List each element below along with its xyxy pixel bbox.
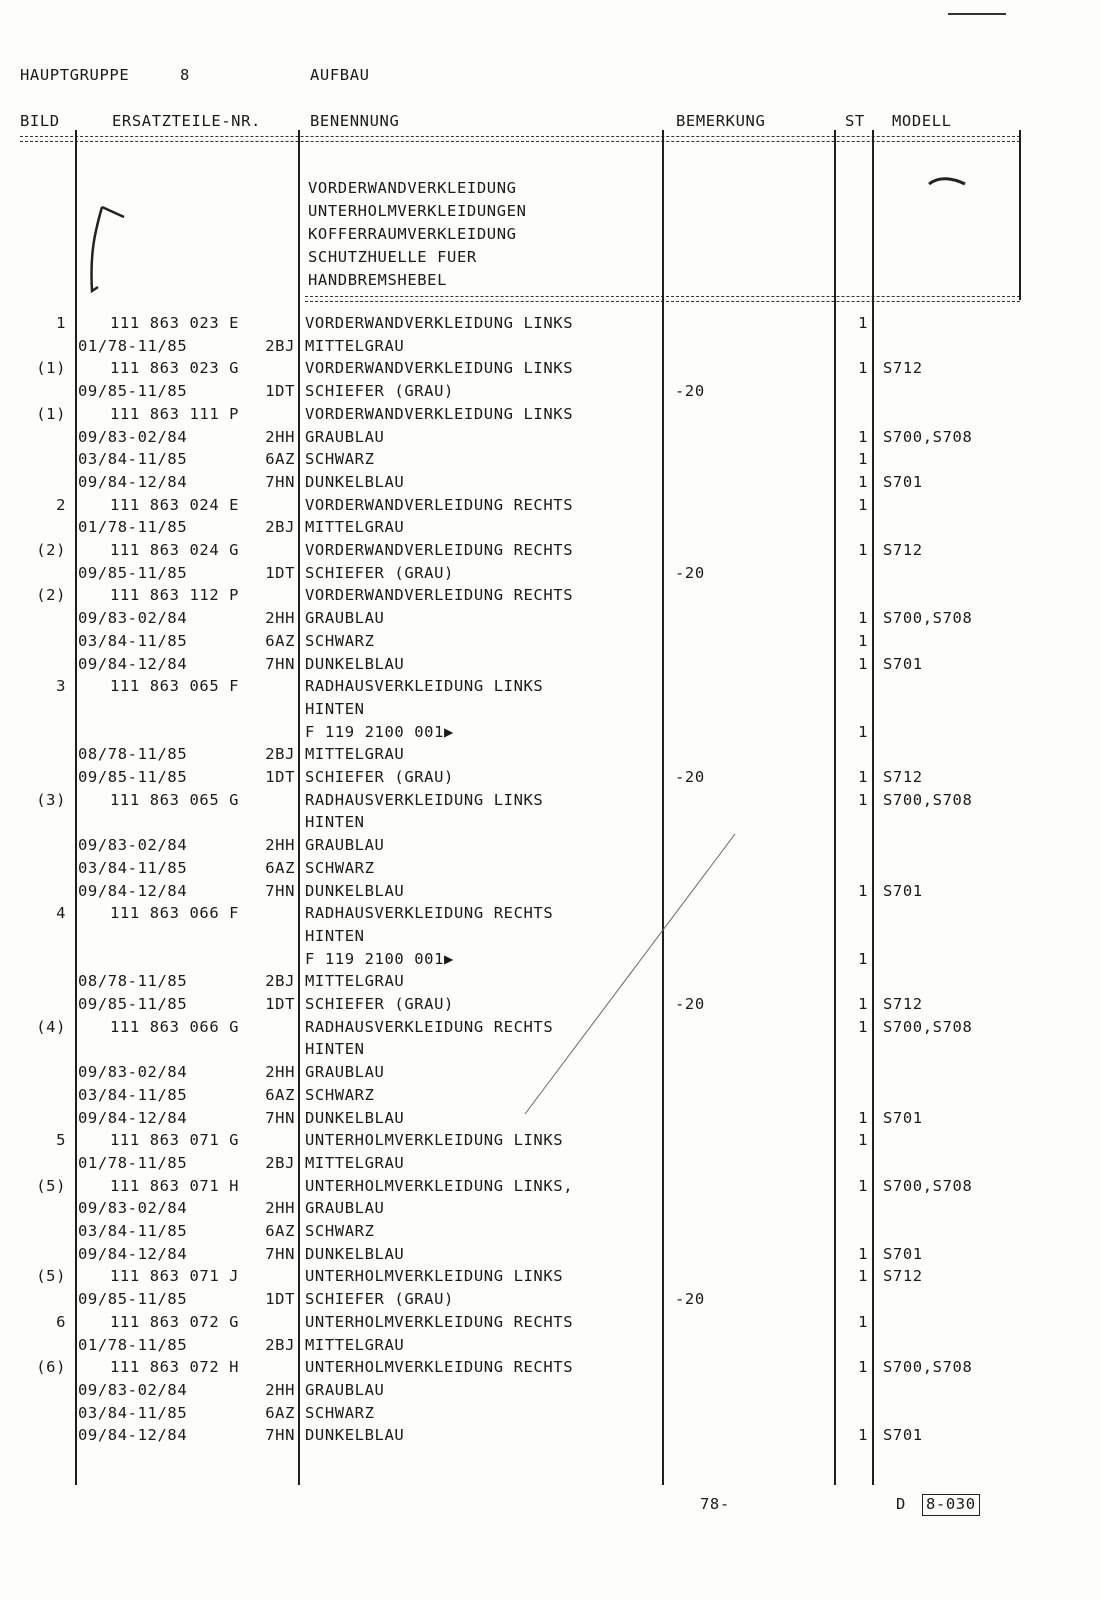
- date-range: 09/83-02/84: [78, 1199, 188, 1218]
- bild-number: (6): [36, 1358, 66, 1377]
- table-row: [0, 815, 1101, 838]
- table-row: [0, 495, 1101, 521]
- date-range: 01/78-11/85: [78, 518, 188, 537]
- part-number: 111 863 071 G: [110, 1131, 240, 1150]
- part-number: 111 863 023 E: [110, 314, 240, 332]
- part-name: F 119 2100 001▶: [305, 949, 454, 968]
- quantity: 1: [858, 472, 868, 491]
- table-row: [0, 997, 1101, 1020]
- remark: -20: [675, 995, 705, 1013]
- quantity: 1: [858, 949, 868, 968]
- date-range: 03/84-11/85: [78, 450, 188, 469]
- part-number: 111 863 065 F: [110, 677, 240, 696]
- color-code: 6AZ: [265, 450, 295, 469]
- quantity: 1: [858, 1358, 868, 1377]
- page-reference: 8-030: [922, 1494, 980, 1516]
- color-code: 2HH: [265, 427, 295, 446]
- group-label: HAUPTGRUPPE: [20, 66, 130, 84]
- date-range: 03/84-11/85: [78, 631, 188, 650]
- quantity: 1: [858, 1244, 868, 1263]
- part-name: VORDERWANDVERLEIDUNG RECHTS: [305, 541, 574, 559]
- rule-mod: [1019, 130, 1021, 300]
- table-row: [0, 588, 1101, 611]
- color-code: 6AZ: [265, 1222, 295, 1240]
- table-row: [0, 926, 1101, 952]
- table-row: [0, 722, 1101, 748]
- quantity: 1: [858, 359, 868, 378]
- part-name: SCHWARZ: [305, 1403, 375, 1422]
- table-row: [0, 881, 1101, 907]
- part-name: DUNKELBLAU: [305, 1108, 405, 1127]
- quantity: 1: [858, 1176, 868, 1195]
- table-row: [0, 1153, 1101, 1179]
- group-value: 8: [180, 66, 190, 84]
- model: S700,S708: [883, 790, 973, 809]
- part-name: RADHAUSVERKLEIDUNG RECHTS: [305, 1017, 554, 1036]
- table-row: [0, 949, 1101, 975]
- quantity: 1: [858, 790, 868, 809]
- table-row: [0, 1017, 1101, 1043]
- color-code: 1DT: [265, 1290, 295, 1309]
- table-row: [0, 1108, 1101, 1134]
- color-code: 1DT: [265, 382, 295, 401]
- table-row: [0, 790, 1101, 816]
- table-row: [0, 1269, 1101, 1292]
- part-number: 111 863 071 H: [110, 1176, 240, 1195]
- part-name: HINTEN: [305, 1040, 365, 1059]
- date-range: 09/85-11/85: [78, 382, 188, 401]
- table-row: [0, 699, 1101, 725]
- table-row: [0, 384, 1101, 407]
- bild-number: (4): [36, 1017, 66, 1036]
- part-name: SCHWARZ: [305, 1222, 375, 1240]
- page-number: 78-: [700, 1495, 730, 1513]
- date-range: 01/78-11/85: [78, 1335, 188, 1354]
- color-code: 6AZ: [265, 631, 295, 650]
- model: S712: [883, 359, 923, 378]
- date-range: 09/84-12/84: [78, 472, 188, 491]
- part-name: GRAUBLAU: [305, 427, 385, 446]
- quantity: 1: [858, 609, 868, 628]
- color-code: 2HH: [265, 836, 295, 855]
- table-row: [0, 747, 1101, 770]
- table-row: [0, 1244, 1101, 1270]
- part-name: VORDERWANDVERKLEIDUNG LINKS: [305, 404, 574, 423]
- table-row: [0, 858, 1101, 884]
- table-row: [0, 520, 1101, 543]
- table-row: [0, 336, 1101, 362]
- handwritten-bracket-mark: [80, 195, 130, 305]
- remark: -20: [675, 1290, 705, 1309]
- date-range: 09/85-11/85: [78, 1290, 188, 1309]
- top-scan-mark: [948, 13, 1006, 15]
- part-number: 111 863 072 H: [110, 1358, 240, 1377]
- quantity: 1: [858, 541, 868, 559]
- col-bild-heading: BILD: [20, 112, 60, 130]
- part-name: MITTELGRAU: [305, 1153, 405, 1172]
- table-row: [0, 472, 1101, 498]
- part-name: SCHWARZ: [305, 631, 375, 650]
- table-row: [0, 563, 1101, 589]
- part-name: SCHIEFER (GRAU): [305, 563, 454, 582]
- part-number: 111 863 111 P: [110, 404, 240, 423]
- part-name: GRAUBLAU: [305, 1199, 385, 1218]
- group-title: AUFBAU: [310, 66, 370, 84]
- part-name: SCHIEFER (GRAU): [305, 768, 454, 786]
- color-code: 7HN: [265, 1244, 295, 1263]
- bild-number: 4: [56, 904, 66, 923]
- model: S701: [883, 1108, 923, 1127]
- model: S712: [883, 995, 923, 1013]
- model: S700,S708: [883, 609, 973, 628]
- model: S701: [883, 1244, 923, 1263]
- col-name-heading: BENENNUNG: [310, 112, 400, 130]
- part-number: 111 863 066 F: [110, 904, 240, 923]
- model: S712: [883, 541, 923, 559]
- quantity: 1: [858, 995, 868, 1013]
- date-range: 08/78-11/85: [78, 972, 188, 991]
- date-range: 09/83-02/84: [78, 1063, 188, 1082]
- date-range: 03/84-11/85: [78, 1403, 188, 1422]
- bild-number: 1: [56, 314, 66, 332]
- color-code: 2BJ: [265, 1153, 295, 1172]
- intro-line: KOFFERRAUMVERKLEIDUNG: [308, 225, 517, 243]
- bild-number: 2: [56, 495, 66, 514]
- quantity: 1: [858, 495, 868, 514]
- date-range: 09/83-02/84: [78, 609, 188, 628]
- quantity: 1: [858, 1108, 868, 1127]
- date-range: 08/78-11/85: [78, 745, 188, 764]
- part-name: GRAUBLAU: [305, 1063, 385, 1082]
- part-name: MITTELGRAU: [305, 1335, 405, 1354]
- heading-separator: [20, 136, 1020, 142]
- part-number: 111 863 072 G: [110, 1312, 240, 1331]
- color-code: 2BJ: [265, 518, 295, 537]
- model: S701: [883, 881, 923, 900]
- table-row: [0, 404, 1101, 430]
- part-name: GRAUBLAU: [305, 1380, 385, 1399]
- color-code: 6AZ: [265, 858, 295, 877]
- bild-number: (3): [36, 790, 66, 809]
- table-row: [0, 906, 1101, 929]
- table-row: [0, 974, 1101, 997]
- part-name: UNTERHOLMVERKLEIDUNG LINKS,: [305, 1176, 574, 1195]
- color-code: 7HN: [265, 881, 295, 900]
- quantity: 1: [858, 1131, 868, 1150]
- color-code: 2HH: [265, 1199, 295, 1218]
- date-range: 09/84-12/84: [78, 881, 188, 900]
- quantity: 1: [858, 1426, 868, 1445]
- model: S712: [883, 1267, 923, 1286]
- intro-line: SCHUTZHUELLE FUER: [308, 248, 477, 266]
- part-name: UNTERHOLMVERKLEIDUNG RECHTS: [305, 1358, 574, 1377]
- quantity: 1: [858, 654, 868, 673]
- part-name: UNTERHOLMVERKLEIDUNG LINKS: [305, 1131, 564, 1150]
- part-name: F 119 2100 001▶: [305, 722, 454, 741]
- quantity: 1: [858, 768, 868, 786]
- model: S700,S708: [883, 1017, 973, 1036]
- color-code: 2BJ: [265, 336, 295, 355]
- bild-number: (5): [36, 1267, 66, 1286]
- quantity: 1: [858, 314, 868, 332]
- part-name: VORDERWANDVERKLEIDUNG LINKS: [305, 359, 574, 378]
- part-name: HINTEN: [305, 813, 365, 832]
- remark: -20: [675, 382, 705, 401]
- quantity: 1: [858, 427, 868, 446]
- color-code: 2BJ: [265, 1335, 295, 1354]
- date-range: 03/84-11/85: [78, 858, 188, 877]
- color-code: 1DT: [265, 995, 295, 1013]
- table-row: [0, 1133, 1101, 1156]
- color-code: 1DT: [265, 768, 295, 786]
- bild-number: (5): [36, 1176, 66, 1195]
- model: S701: [883, 654, 923, 673]
- bild-number: 5: [56, 1131, 66, 1150]
- table-row: [0, 427, 1101, 453]
- date-range: 09/85-11/85: [78, 768, 188, 786]
- part-name: DUNKELBLAU: [305, 881, 405, 900]
- part-number: 111 863 065 G: [110, 790, 240, 809]
- table-row: [0, 1176, 1101, 1202]
- part-name: UNTERHOLMVERKLEIDUNG LINKS: [305, 1267, 564, 1286]
- part-name: MITTELGRAU: [305, 972, 405, 991]
- table-row: [0, 838, 1101, 861]
- table-row: [0, 654, 1101, 680]
- part-name: RADHAUSVERKLEIDUNG LINKS: [305, 677, 544, 696]
- bild-number: (1): [36, 359, 66, 378]
- color-code: 2HH: [265, 1063, 295, 1082]
- table-row: [0, 543, 1101, 566]
- col-nr-heading: ERSATZTEILE-NR.: [112, 112, 261, 130]
- bild-number: 3: [56, 677, 66, 696]
- intro-line: VORDERWANDVERKLEIDUNG: [308, 179, 517, 197]
- part-name: SCHIEFER (GRAU): [305, 1290, 454, 1309]
- quantity: 1: [858, 631, 868, 650]
- quantity: 1: [858, 1267, 868, 1286]
- table-row: [0, 361, 1101, 384]
- part-name: DUNKELBLAU: [305, 654, 405, 673]
- remark: -20: [675, 563, 705, 582]
- color-code: 2BJ: [265, 745, 295, 764]
- date-range: 09/84-12/84: [78, 1426, 188, 1445]
- part-name: MITTELGRAU: [305, 336, 405, 355]
- date-range: 09/84-12/84: [78, 654, 188, 673]
- part-name: RADHAUSVERKLEIDUNG LINKS: [305, 790, 544, 809]
- col-bem-heading: BEMERKUNG: [676, 112, 766, 130]
- part-name: RADHAUSVERKLEIDUNG RECHTS: [305, 904, 554, 923]
- color-code: 2HH: [265, 609, 295, 628]
- part-name: HINTEN: [305, 926, 365, 945]
- language-code: D: [896, 1495, 906, 1513]
- table-row: [0, 1360, 1101, 1383]
- part-name: SCHWARZ: [305, 1085, 375, 1104]
- date-range: 09/85-11/85: [78, 995, 188, 1013]
- table-row: [0, 1292, 1101, 1315]
- part-name: VORDERWANDVERLEIDUNG RECHTS: [305, 586, 574, 605]
- table-row: [0, 316, 1101, 339]
- table-row: [0, 1403, 1101, 1429]
- table-row: [0, 452, 1101, 475]
- table-row: [0, 631, 1101, 657]
- table-row: [0, 679, 1101, 702]
- part-name: MITTELGRAU: [305, 518, 405, 537]
- model: S700,S708: [883, 427, 973, 446]
- part-name: SCHWARZ: [305, 858, 375, 877]
- part-name: UNTERHOLMVERKLEIDUNG RECHTS: [305, 1312, 574, 1331]
- model: S712: [883, 768, 923, 786]
- table-row: [0, 1085, 1101, 1111]
- part-name: SCHIEFER (GRAU): [305, 382, 454, 401]
- date-range: 01/78-11/85: [78, 1153, 188, 1172]
- model: S701: [883, 472, 923, 491]
- color-code: 2BJ: [265, 972, 295, 991]
- date-range: 09/85-11/85: [78, 563, 188, 582]
- color-code: 7HN: [265, 1426, 295, 1445]
- model: S700,S708: [883, 1176, 973, 1195]
- part-name: DUNKELBLAU: [305, 1426, 405, 1445]
- intro-line: UNTERHOLMVERKLEIDUNGEN: [308, 202, 527, 220]
- intro-line: HANDBREMSHEBEL: [308, 271, 448, 289]
- color-code: 6AZ: [265, 1403, 295, 1422]
- date-range: 09/83-02/84: [78, 1380, 188, 1399]
- date-range: 01/78-11/85: [78, 336, 188, 355]
- date-range: 09/84-12/84: [78, 1108, 188, 1127]
- part-name: HINTEN: [305, 699, 365, 718]
- table-row: [0, 1335, 1101, 1361]
- color-code: 7HN: [265, 1108, 295, 1127]
- quantity: 1: [858, 881, 868, 900]
- bild-number: (2): [36, 586, 66, 605]
- part-name: SCHIEFER (GRAU): [305, 995, 454, 1013]
- color-code: 7HN: [265, 472, 295, 491]
- quantity: 1: [858, 1017, 868, 1036]
- col-st-heading: ST: [845, 112, 865, 130]
- table-row: [0, 770, 1101, 793]
- bild-number: (2): [36, 541, 66, 559]
- table-row: [0, 1428, 1101, 1451]
- bild-number: (1): [36, 404, 66, 423]
- part-name: MITTELGRAU: [305, 745, 405, 764]
- table-row: [0, 1224, 1101, 1247]
- part-number: 111 863 024 E: [110, 495, 240, 514]
- part-number: 111 863 071 J: [110, 1267, 240, 1286]
- table-row: [0, 1380, 1101, 1406]
- table-row: [0, 1312, 1101, 1338]
- bild-number: 6: [56, 1312, 66, 1331]
- part-name: VORDERWANDVERLEIDUNG RECHTS: [305, 495, 574, 514]
- color-code: 1DT: [265, 563, 295, 582]
- model: S701: [883, 1426, 923, 1445]
- date-range: 09/84-12/84: [78, 1244, 188, 1263]
- date-range: 09/83-02/84: [78, 836, 188, 855]
- part-name: GRAUBLAU: [305, 609, 385, 628]
- quantity: 1: [858, 450, 868, 469]
- part-name: GRAUBLAU: [305, 836, 385, 855]
- table-row: [0, 611, 1101, 634]
- table-row: [0, 1201, 1101, 1224]
- remark: -20: [675, 768, 705, 786]
- date-range: 03/84-11/85: [78, 1222, 188, 1240]
- color-code: 2HH: [265, 1380, 295, 1399]
- part-number: 111 863 024 G: [110, 541, 240, 559]
- date-range: 09/83-02/84: [78, 427, 188, 446]
- table-row: [0, 1065, 1101, 1088]
- part-name: VORDERWANDVERKLEIDUNG LINKS: [305, 314, 574, 332]
- part-number: 111 863 023 G: [110, 359, 240, 378]
- handwritten-dash-mark: [925, 172, 970, 192]
- part-name: DUNKELBLAU: [305, 472, 405, 491]
- model: S700,S708: [883, 1358, 973, 1377]
- table-row: [0, 1042, 1101, 1065]
- part-number: 111 863 112 P: [110, 586, 240, 605]
- quantity: 1: [858, 722, 868, 741]
- part-name: DUNKELBLAU: [305, 1244, 405, 1263]
- color-code: 6AZ: [265, 1085, 295, 1104]
- date-range: 03/84-11/85: [78, 1085, 188, 1104]
- col-mod-heading: MODELL: [892, 112, 952, 130]
- part-name: SCHWARZ: [305, 450, 375, 469]
- color-code: 7HN: [265, 654, 295, 673]
- part-number: 111 863 066 G: [110, 1017, 240, 1036]
- quantity: 1: [858, 1312, 868, 1331]
